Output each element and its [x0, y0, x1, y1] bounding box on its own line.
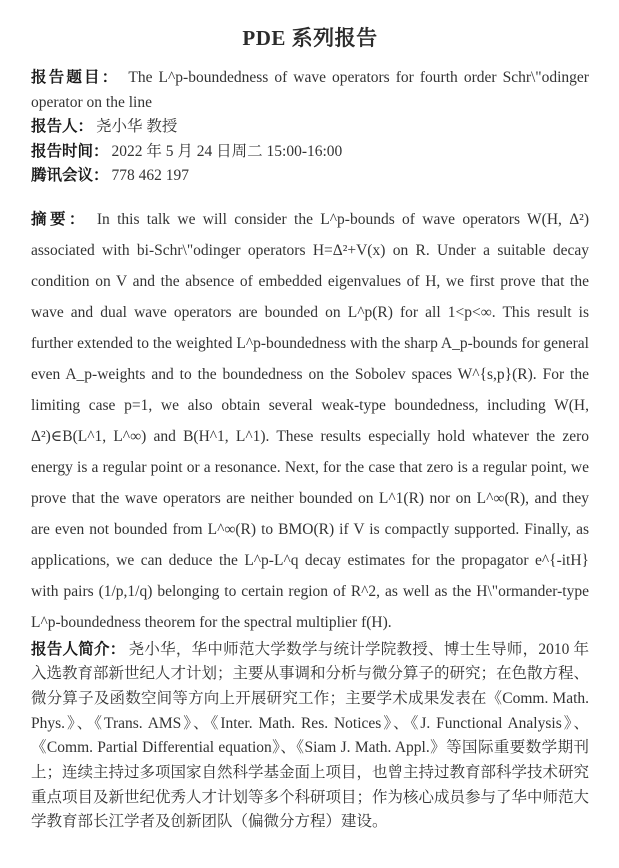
bio-text: 尧小华，华中师范大学数学与统计学院教授、博士生导师，2010 年入选教育部新世纪人才计划；主要从事调和分析与微分算子的研究；在色散方程、微分算子及函数空间等方向上开展研究工作；主要学术成果发表在《Comm. Math. Phys.》、《Trans. AMS》、《Inter. Math. Res. Notices》、《J. Functional Analysis》、《Comm. Partial Differential equation》、《Siam J. Math. Appl.》等国际重要数学期刊上；连续主持过多项国家自然科学基金面上项目，也曾主持过教育部科学技术研究重点项目及新世纪优秀人才计划等多个科研项目；作为核心成员参与了华中师范大学教育部长江学者及创新团队（偏微分方程）建设。: [31, 640, 590, 831]
abstract-text: In this talk we will consider the L^p-bounds of wave operators W(H, Δ²) associated with bi-Schr\"odinger operators H=Δ²+V(x) on R. Under a suitable decay condition on V and the absence of embedded eigenvalues of H, we first prove that the wave and dual wave operators are bounded on L^p(R) for all 1<p<∞. This result is further extended to the weighted L^p-boundedness with the sharp A_p-bounds for general even A_p-weights and to the boundedness on the Sobolev spaces W^{s,p}(R). For the limiting case p=1, we also obtain several weak-type boundedness, including W(H, Δ²)∈B(L^1, L^∞) and B(H^1, L^1). These results especially hold whatever the zero energy is a regular point or a resonance. Next, for the case that zero is a regular point, we prove that the wave operators are neither bounded on L^1(R) nor on L^∞(R), and they are even not bounded from L^∞(R) to BMO(R) if V is compactly supported. Finally, as applications, we can deduce the L^p-L^q decay estimates for the propagator e^{-itH} with pairs (1/p,1/q) belonging to certain region of R^2, as well as the H\"ormander-type L^p-boundedness theorem for the spectral multiplier f(H).: [31, 210, 589, 631]
field-meeting-id: [31, 164, 589, 189]
field-time: [31, 140, 589, 165]
report-title-value: The L^p-boundedness of wave operators for fourth order Schr\"odinger operator on the line: [31, 69, 589, 111]
meeting-id-label: 腾讯会议：: [31, 167, 109, 184]
time-value: 2022 年 5 月 24 日周二 15:00-16:00: [111, 142, 343, 160]
page-title: PDE 系列报告: [242, 26, 378, 50]
field-speaker: [31, 115, 589, 140]
speaker-value: 尧小华 教授: [96, 118, 178, 135]
speaker-label: 报告人：: [31, 118, 94, 135]
abstract-label: 摘要：: [31, 210, 88, 228]
meeting-id-value: 778 462 197: [111, 167, 190, 184]
time-label: 报告时间：: [31, 142, 109, 160]
abstract-paragraph: [31, 204, 589, 638]
bio-label: 报告人简介：: [31, 640, 126, 658]
report-title-label: 报告题目：: [31, 69, 120, 86]
field-report-title: [31, 66, 589, 115]
bio-paragraph: [31, 638, 589, 836]
